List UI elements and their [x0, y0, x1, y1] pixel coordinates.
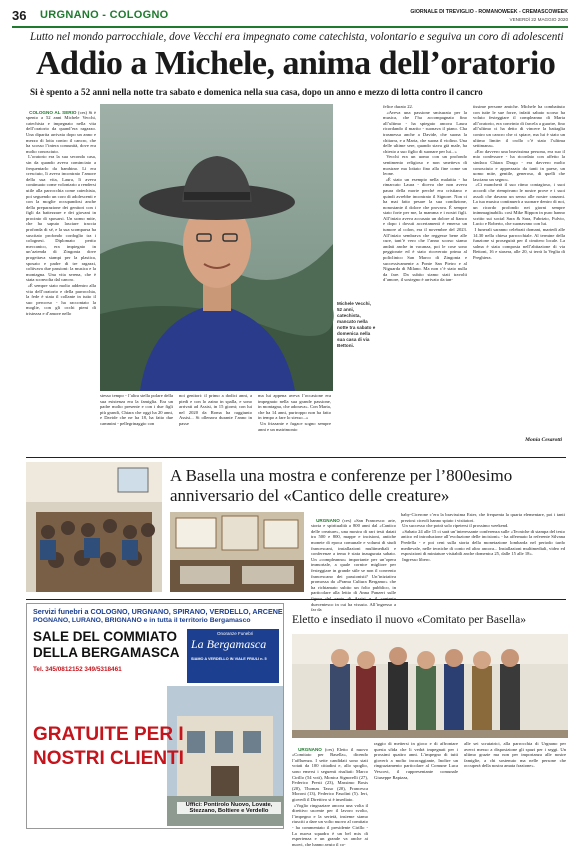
publication-name: GIORNALE DI TREVIGLIO - ROMANOWEEK - CREMASCOWEEK: [410, 9, 568, 15]
issue-date: VENERDÌ 22 MAGGIO 2020: [509, 17, 568, 22]
basella-column-1: [311, 512, 397, 613]
basella-headline-line-1: A Basella una mostra e conferenze per l’800esimo: [170, 466, 513, 485]
article-headline: Addio a Michele, anima dell’oratorio: [36, 45, 556, 82]
conference-room-illustration: [26, 462, 162, 592]
ad-phone: Tel. 345/0812152 349/5318461: [33, 666, 122, 673]
article-column-4: ma lui appena aveva l’occasione era impegnato nella sua grande passione, in montagna, che adorava». Con Marta, che ha 14 anni, purtroppo non ha fatto in tempo a fare lo stesso...» Un frizzante e fugace sogno sempre anni e un matrimonio: [258, 393, 331, 432]
comitato-photo: [292, 634, 568, 738]
column-1-text: Si è spento a 52 anni Michele Vecchi, catechista e impegnato nella vita dell’oratorio da quand’era ragazzo. Una diparita arrivata dopo un anno e mezzo di lotta contro il cancro, che ha scosso l’intera comunità, dove era molto conosciuto. L’oratorio era la sua seconda casa, sin da quando aveva cominciato a frequentarlo da bambino. Lì era cresciuto, lì aveva incontrato l’amore della sua vita, Laura, lì aveva continuato come volontario a rendersi utile alla parrocchia come catechista, poi seguendo un coro di adolescenti e con la moglie occupandosi anche della preparazione dei genitori con i figli da battezzare e dei giovani in procinto di sposarsi. Un uomo mite, che ha saputo lasciare traccia profonda di sé, e la sua scomparsa ha suscitato profondo cordoglio tra i colognesi. Diplomato perito meccanico, era impiegato in un’azienda di Zingonia dove progettava stampi per la plastica, sposato e padre di tre ragazzi, coltivava due passioni: la musica e la montagna. Una vita serena, che è stata sconvolta dal cancro. «È sempre stato molto addentro alla vita dell’oratorio e della parrocchia, la fede è stata il collante in tutto il suo percorso - ha raccontato la moglie, con gli occhi pieni di tristezza e d’amore nello: [26, 109, 97, 316]
basella-photo-2: [170, 512, 304, 592]
basella-divider: [26, 599, 566, 600]
ad-logo-box: [187, 629, 279, 683]
ad-gratuite-line-1: GRATUITE PER I: [33, 724, 184, 745]
comitato-column-2: raggio di mettersi in gioco e di affrontare questa sfida che li vedrà impegnati per i prossimi quattro anni. L’impegno di tutti gioverà a molto incoraggiante, Inoltre un ringraziamento particolare al Comune Luca Vescovi, il rappresentante comunale Giuseppe Rapizza,: [374, 741, 460, 780]
basella-photo: [26, 462, 162, 592]
ad-service-line-1: Servizi funebri a COLOGNO, URGNANO, SPIRANO, VERDELLO, ARCENE: [33, 607, 283, 616]
article-kicker: Lutto nel mondo parrocchiale, dove Vecchi era impegnato come catechista, volontario e seguiva un coro di adolescenti: [30, 31, 564, 43]
photo-caption: Michele Vecchi, 52 anni, catechista, mancato nella notte tra sabato e domenica nella sua casa di via Bettoni.: [337, 301, 376, 348]
article-dateline: COLOGNO AL SERIO: [29, 109, 77, 115]
basella-dateline: URGNANO: [316, 517, 340, 523]
ad-service-line-2: POGNANO, LURANO, BRIGNANO e in tutta il territorio Bergamasco: [33, 617, 251, 624]
comitato-column-3: alle sei scrutatrici, alla parrocchia di Urgnano per averci messo a disposizione gli spazi per i seggi. Un ultimo grazie ma non per importanza alle nostre famiglie, a chi sostenuto ma nelle persone che occuperà della nostra amata frazione».: [464, 741, 568, 769]
comitato-column-1-text: (ces) Eletto il nuovo «Comitato per Basella», dicendo l’affluenza. I sette candidati sono stati votati da 100 cittadini e, allo spoglio, sono emersi i seguenti risultati: Marco Cirillo (54 voti), Monica Signorelli (27), Federico Presti (23), Massimo Bosis (20), Thomas Tasso (20), Francesca Moroni (13), Federico Fasolini (5). Ieri, giovedì il Direttivo si è insediato. «Voglio ringraziare ancora una volta il direttivo uscente per il lavoro svolto, l’impegno e la serietà, insieme siamo riusciti a dare un volto nuovo al comitato - ha commentato il presidente Cirillo - La nuova squadra è un bel mix di esperienza e un grande va anche ai nuovi, che hanno avuto il co-: [292, 746, 368, 847]
section-title: URGNANO - COLOGNO: [40, 9, 169, 21]
group-photo-illustration: [292, 634, 568, 738]
funeral-advertisement: [26, 603, 284, 829]
comitato-headline: Eletto e insediato il nuovo «Comitato per Basella»: [292, 613, 527, 626]
dateline-suffix: (ces): [78, 109, 87, 115]
exhibition-illustration: [170, 512, 304, 592]
comitato-dateline: URGNANO: [298, 746, 322, 752]
article-signature: Monia Cesarotti: [525, 437, 562, 443]
ad-logo-script: La Bergamasca: [191, 637, 267, 651]
page-header: [12, 8, 568, 26]
article-column-3: noi genitori: il primo a dodici anni, a piedi e con lo zaino in spalla, e sono arrivati ad Assisi, in 15 giorni; con lui nel 2020 da Roma ha raggiunto Assisi... Si ollenava durante l’anno in passe: [179, 393, 254, 426]
portrait-photo: [100, 104, 333, 391]
comitato-column-1: [292, 741, 368, 847]
article-divider: [26, 457, 566, 458]
ad-sale-title-2: DELLA BERGAMASCA: [33, 645, 180, 660]
basella-column-2: baby-Cicerone c’era la bravissima Ester, che frequenta la quarta elementare, poi i tanti preziosi ciceoli hanno spiato i visitatori. Un successo che potrà solo ripetersi il prossimo weekend. «Sabato 24 alle 15 ci sarà un’interessante conferenza sulle «Tecniche di stampa del testo antico ed introduzione all’evoluzione delle incisioni» - ha affermato la referente Silvana Predella - e poi ceni sulla storia della monetazione lombarda nel periodo tardo medievale, nelle tecniche di conio ed altro ancora... Installazioni multimediali, video ed esposizioni di miniature visitabili anche domenica 25, dalle 15 alle 18». Ingresso libero.: [401, 512, 565, 562]
ad-offices: Uffici: Pontirolo Nuovo, Lovate, Stezzano, Boltiere e Verdello: [177, 802, 281, 814]
basella-headline-line-2: anniversario del «Cantico delle creature»: [170, 486, 450, 505]
article-column-1: [26, 104, 96, 419]
ad-address: SIAMO A VERDELLO IN VIALE FRIULI n. 5: [191, 657, 267, 661]
article-column-6: tissime persone amiche. Michele ha combattuto con tutte le sue forze, infatti sabato scorso ha voluto festeggiare il compleanno di Marta all’oratorio, era convinto di farcela a guarire, fino all’ultimo ci ha detto di vincere la battaglia contro un cancro che ci spiace, ma lui è stato un ultimo limite: il crollo c’è stato l’ultima settimana». «Ero davvero una bravissima persona, era suo il mio confessore - ha ricordato con affetto la sindaca Chiara Drago - era davvero molto conosciuto e apprezzato da tanti in paese, un uomo mite, gentile, generoso, di quelli che lasciano un segno». «Ci mancherà il suo ritmo contagioso, i suoi accordi che riempivano le nostre prove e i suoi assoli che davano un senso alle nostre canzoni. La tua musica continuerà a suonare dentro di noi, un ricordo profondo nei giorni sempre inimmaginabili» così Mike Rippon in puro hanno scritto sui social Sara & Sara, Fabrizio, Fulvio, Lucio e Roberto, che suonavano con lui. I funerali saranno celebrati domani, martedì alle 14.30 nella chiesa parrocchiale. Al termine della funzione si proseguirà per il cimitero locale. La salma è stata composta nell’abitazione di via Bettoni, 16 e stasera, alle 20, si terrà la Veglia di Preghiera.: [473, 104, 565, 261]
ad-gratuite-line-2: NOSTRI CLIENTI: [33, 748, 184, 769]
portrait-illustration: [100, 104, 333, 391]
basella-column-1-text: (ces) «San Francesco: arte, storia e spiritualità a 800 anni dal «Cantico delle creature», una mostra di rari testi datati tra 500 e 800, mappe e incisioni, antiche monete di epoca comunale e volumi di studi francescani, installazioni multimediali e conferenze a tema è stata inaugurata sabato. Un «compleanno» importante per un’opera immortale, a quale cornice migliore per festeggiare in grande stile se non il convento francescano dei passionisti? Un’iniziativa promossa da «Prama Cultura Bergamo» che ha richiamato subito un folto pubblico, in particolare alla lettio di Anna Panzeri sulle duecentesco in cui ha vissuto. All’ingresso a far da: [311, 517, 397, 613]
article-column-5: felice durato 22. «Aveva una passione smisurata per la musica, che l’ha accompagnato fino all’ultimo - ha spiegato ancora Laura ricordando il marito - suonava il piano. Cha trasmessa anche a Davide, che suona la chitarra, e a Marta, che suona il violino. Una delle ultime sere, quando stava già male, ha chiesto a suo figlio di suonare per lui...» Vecchi era un uomo con un profondo sentimento religioso e non smetteva di mostrare ma lottato fino alla fine come un leone. «È stato un esempio nella malattia - ha rimarcato Laura - diceva che non aveva paura della morte perché era cristiano e quindi avrebbe incontrato il Signore. Non ci ha mai fatto pesare la sua condizione, nonostante il dolore che provava. È sempre stato forte per me, la mamma e i nostri figli. All’inizio aveva accusato un dolore al fianco e dopo i dovuti accertamenti è emerso un tumore al colon, era il novembre del 2023. All’inizio sembrava che reggesse bene alle cure, tant’è vero che l’anno scorso siamo andati anche in vacanza, poi le cose sono peggiorate ed è stato ricoverato prima al policlinico San Marco di Zingonia e successivamente a Ponte San Pietro e al Niguarda di Milano. Ma non c’è stato nulla da fare. Da subito siamo stati travolti d’amore, il sostegno è arrivato da tan-: [383, 104, 468, 283]
ad-sale-title-1: SALE DEL COMMIATO: [33, 629, 178, 644]
article-column-2: stesso tempo - l’altra stella polare della sua esistenza era la famiglia. Era un padre molto presente e con i due figli più grandi, Chiara che oggi ha 20 anni, e Davide che ne ha 18, ha fatto due cammini - pellegrinaggio con: [100, 393, 175, 426]
article-deck: Si è spento a 52 anni nella notte tra sabato e domenica nella sua casa, dopo un anno e mezzo di lotta contro il cancro: [30, 87, 483, 97]
ad-logo-small: Onoranze Funebri: [217, 631, 254, 636]
header-divider: [12, 26, 568, 28]
page-number: 36: [12, 8, 27, 23]
